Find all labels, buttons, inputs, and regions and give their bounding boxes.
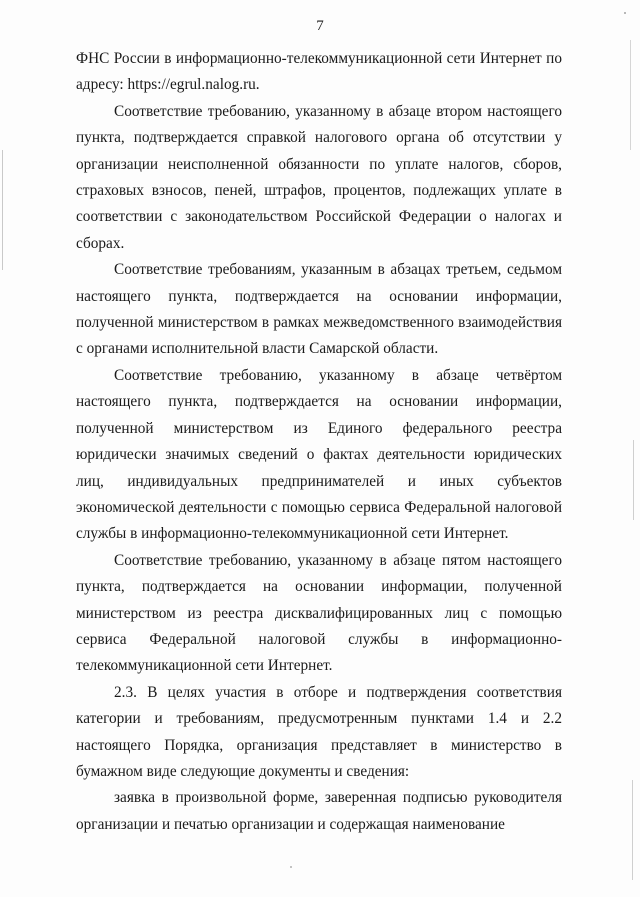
paragraph-section-2-3: 2.3. В целях участия в отборе и подтверждения соответствия категории и требованиям, предусмотренным пунктами 1.4 и 2.2 настоящего Порядка, организация представляет в министерство в бумажном виде следующие документы и сведения: [76, 683, 562, 780]
scan-edge-mark-right-top [630, 40, 631, 150]
paragraph-disqualified-registry: Соответствие требованию, указанному в абзаце пятом настоящего пункта, подтверждается на основании информации, полученной министерством из реестра дисквалифицированных лиц с помощью сервиса Федеральной налоговой службы в информационно-телекоммуникационной сети Интернет. [76, 551, 562, 675]
paragraph-tax-certificate: Соответствие требованию, указанному в абзаце втором настоящего пункта, подтверждается справкой налогового органа об отсутствии у организации неисполненной обязанности по уплате налогов, сборов, страховых взносов, пеней, штрафов, процентов, подлежащих уплате в соответствии с законодательством Российской Федерации о налогах и сборах. [76, 102, 562, 252]
paragraph-fedresurs: Соответствие требованию, указанному в абзаце четвёртом настоящего пункта, подтверждается на основании информации, полученной министерством из Единого федерального реестра юридически значимых сведений о фактах деятельности юридических лиц, индивидуальных предпринимателей и иных субъектов экономической деятельности с помощью сервиса Федеральной налоговой службы в информационно-телекоммуникационной сети Интернет. [76, 366, 562, 543]
scan-edge-mark-right-mid [633, 440, 634, 520]
scan-edge-mark-left [2, 150, 3, 270]
scan-edge-mark-right-bottom [632, 780, 633, 880]
paragraph-egrul-continuation: ФНС России в информационно-телекоммуникационной сети Интернет по адресу: https://egrul.nalog.ru. [76, 50, 562, 94]
scan-dot-mark [624, 12, 626, 14]
page-number: 7 [316, 18, 324, 34]
paragraph-application: заявка в произвольной форме, заверенная подписью руководителя организации и печатью организации и содержащая наименование [76, 789, 562, 833]
scan-dot-mark-bottom [290, 866, 292, 868]
paragraph-interagency: Соответствие требованиям, указанным в абзацах третьем, седьмом настоящего пункта, подтверждается на основании информации, полученной министерством в рамках межведомственного взаимодействия с органами исполнительной власти Самарской области. [76, 261, 562, 358]
document-body [76, 46, 562, 838]
